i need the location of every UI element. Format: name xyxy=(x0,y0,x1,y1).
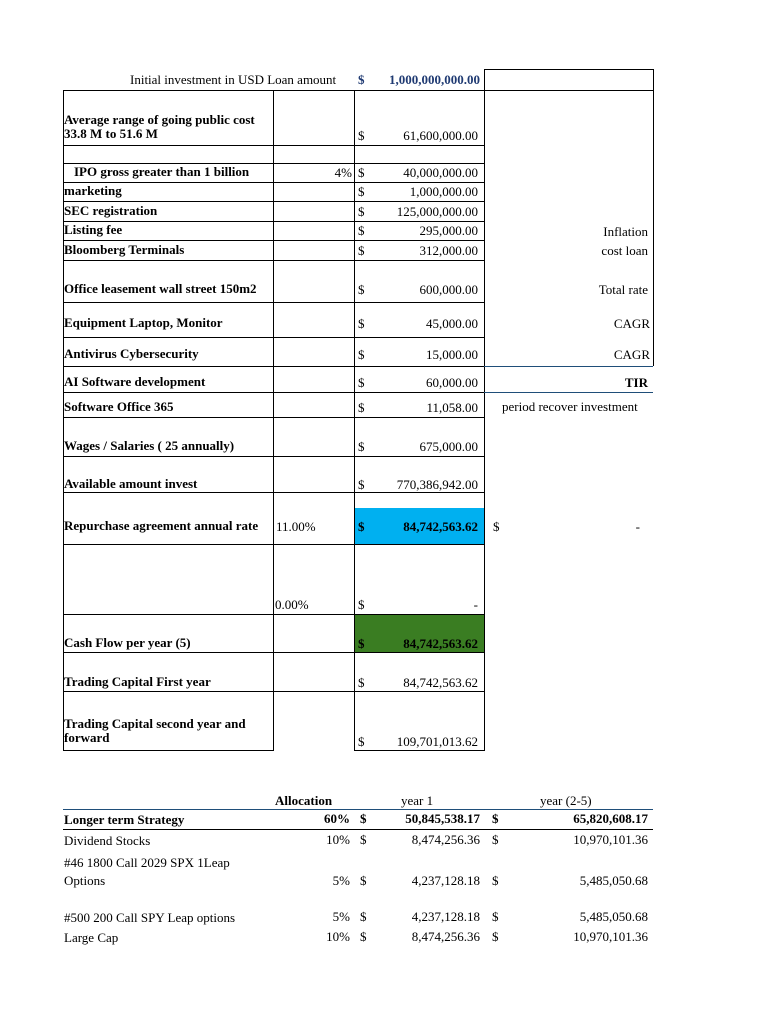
cost-label: Bloomberg Terminals xyxy=(64,242,185,257)
cost-amount: 84,742,563.62 xyxy=(403,675,478,690)
cost-label: Available amount invest xyxy=(64,476,198,491)
strategy-alloc: 10% xyxy=(326,929,350,944)
cost-label: Antivirus Cybersecurity xyxy=(64,346,199,361)
total-rate-label: Total rate xyxy=(598,282,648,297)
strategy-name: #46 1800 Call 2029 SPX 1Leap Options xyxy=(64,855,230,888)
strategy-dollar: $ xyxy=(492,811,499,826)
cost-dollar: $ xyxy=(358,347,365,362)
repo-side-dollar: $ xyxy=(493,519,500,534)
year1-header: year 1 xyxy=(401,793,434,808)
strategy-alloc: 5% xyxy=(332,873,350,888)
grid-line xyxy=(63,417,485,418)
strategy-year1: 4,237,128.18 xyxy=(411,873,480,888)
strategy-dollar: $ xyxy=(360,909,367,924)
cost-dollar: $ xyxy=(358,675,365,690)
strategy-dollar: $ xyxy=(492,929,499,944)
grid-line xyxy=(653,69,654,90)
cost-label: Office leasement wall street 150m2 xyxy=(64,281,257,296)
grid-line xyxy=(484,69,653,70)
grid-line xyxy=(63,652,485,653)
cost-pct: 0.00% xyxy=(275,597,309,612)
grid-line xyxy=(63,456,485,457)
strategy-name: Large Cap xyxy=(64,930,119,945)
cost-amount: 11,058.00 xyxy=(426,400,478,415)
cost-dollar: $ xyxy=(358,223,365,238)
cost-label: Software Office 365 xyxy=(64,399,174,414)
cost-dollar: $ xyxy=(358,316,365,331)
cost-dollar: $ xyxy=(358,282,365,297)
grid-line xyxy=(63,392,485,393)
grid-line xyxy=(63,366,485,367)
cost-label: Wages / Salaries ( 25 annually) xyxy=(64,438,235,453)
grid-line xyxy=(653,90,654,366)
grid-line xyxy=(63,691,485,692)
cagr-label: CAGR xyxy=(613,316,650,331)
grid-line xyxy=(63,145,485,146)
grid-line xyxy=(63,544,485,545)
strategy-dollar: $ xyxy=(492,873,499,888)
cost-amount: 675,000.00 xyxy=(419,439,478,454)
inflation-label: Inflation xyxy=(603,224,648,239)
cost-amount: 61,600,000.00 xyxy=(403,128,478,143)
cost-amount: 125,000,000.00 xyxy=(396,204,478,219)
grid-line xyxy=(63,337,485,338)
strategy-name: #500 200 Call SPY Leap options xyxy=(64,910,236,925)
strategy-alloc: 5% xyxy=(332,909,350,924)
header-dollar: $ xyxy=(358,72,365,87)
strategy-year25: 10,970,101.36 xyxy=(573,832,648,847)
cost-label: SEC registration xyxy=(64,203,158,218)
repo-side-value: - xyxy=(635,519,640,534)
cost-dollar: $ xyxy=(358,184,365,199)
strategy-year1: 8,474,256.36 xyxy=(411,832,480,847)
cost-amount: 40,000,000.00 xyxy=(403,165,478,180)
grid-line xyxy=(484,90,653,91)
grid-line xyxy=(63,201,485,202)
cost-dollar: $ xyxy=(358,519,365,534)
cost-amount: 84,742,563.62 xyxy=(403,636,478,651)
cost-dollar: $ xyxy=(358,734,365,749)
grid-line xyxy=(63,240,485,241)
cost-dollar: $ xyxy=(358,375,365,390)
cost-label: Listing fee xyxy=(64,222,123,237)
grid-line xyxy=(63,90,485,91)
cost-dollar: $ xyxy=(358,204,365,219)
cost-amount: 600,000.00 xyxy=(419,282,478,297)
cost-pct: 4% xyxy=(334,165,352,180)
cost-label: marketing xyxy=(64,183,122,198)
cost-amount: 295,000.00 xyxy=(419,223,478,238)
cagr-label: CAGR xyxy=(613,347,650,362)
cost-label: Repurchase agreement annual rate xyxy=(64,518,259,533)
strategy-alloc: 60% xyxy=(324,811,350,826)
cost-label: Cash Flow per year (5) xyxy=(64,635,191,650)
cost-dollar: $ xyxy=(358,477,365,492)
cost-label: Trading Capital second year and forward xyxy=(64,716,246,745)
strategy-divider xyxy=(63,809,653,810)
cost-amount: 312,000.00 xyxy=(419,243,478,258)
cost-dollar: $ xyxy=(358,439,365,454)
strategy-year25: 5,485,050.68 xyxy=(579,909,648,924)
grid-line xyxy=(63,221,485,222)
cost-amount: 15,000.00 xyxy=(426,347,478,362)
strategy-year25: 10,970,101.36 xyxy=(573,929,648,944)
strategy-year25: 5,485,050.68 xyxy=(579,873,648,888)
side-divider xyxy=(484,366,653,367)
year25-header: year (2-5) xyxy=(540,793,592,808)
strategy-alloc: 10% xyxy=(326,832,350,847)
grid-line xyxy=(63,182,485,183)
grid-line xyxy=(484,69,485,90)
cost-dollar: $ xyxy=(358,128,365,143)
strategy-dollar: $ xyxy=(360,832,367,847)
grid-line xyxy=(484,90,485,750)
cost-amount: 770,386,942.00 xyxy=(396,477,478,492)
cost-dollar: $ xyxy=(358,165,365,180)
cost-label: AI Software development xyxy=(64,374,206,389)
strategy-dollar: $ xyxy=(360,811,367,826)
grid-line xyxy=(63,614,485,615)
allocation-header: Allocation xyxy=(275,793,333,808)
cost-amount: 1,000,000.00 xyxy=(409,184,478,199)
grid-line xyxy=(354,750,485,751)
cost-label: IPO gross greater than 1 billion xyxy=(74,164,250,179)
strategy-dollar: $ xyxy=(360,873,367,888)
cost-dollar: $ xyxy=(358,243,365,258)
grid-line xyxy=(354,90,355,750)
strategy-year1: 8,474,256.36 xyxy=(411,929,480,944)
cost-label: Trading Capital First year xyxy=(64,674,211,689)
strategy-name: Dividend Stocks xyxy=(64,833,151,848)
cost-label: Equipment Laptop, Monitor xyxy=(64,315,223,330)
cost-pct: 11.00% xyxy=(276,519,316,534)
strategy-year1: 4,237,128.18 xyxy=(411,909,480,924)
cost-amount: - xyxy=(473,597,478,612)
grid-line xyxy=(63,302,485,303)
cost-dollar: $ xyxy=(358,400,365,415)
grid-line xyxy=(63,750,274,751)
cost-amount: 45,000.00 xyxy=(426,316,478,331)
cost-amount: 84,742,563.62 xyxy=(403,519,478,534)
strategy-dollar: $ xyxy=(360,929,367,944)
strategy-dollar: $ xyxy=(492,832,499,847)
cost-label: Average range of going public cost 33.8 M to 51.6 M xyxy=(64,112,255,141)
tir-label: TIR xyxy=(624,375,648,390)
initial-investment-label: Initial investment in USD Loan amount xyxy=(130,72,337,87)
loan-amount-value: 1,000,000,000.00 xyxy=(389,72,480,87)
strategy-dollar: $ xyxy=(492,909,499,924)
side-divider xyxy=(484,392,653,393)
cost-amount: 60,000.00 xyxy=(426,375,478,390)
cost-amount: 109,701,013.62 xyxy=(396,734,478,749)
strategy-year1: 50,845,538.17 xyxy=(405,811,480,826)
strategy-year25: 65,820,608.17 xyxy=(573,811,648,826)
period-recover-label: period recover investment xyxy=(502,399,638,414)
strategy-divider xyxy=(63,829,653,830)
cost-dollar: $ xyxy=(358,597,365,612)
cost-loan-label: cost loan xyxy=(601,243,648,258)
strategy-name: Longer term Strategy xyxy=(64,812,185,827)
grid-line xyxy=(273,90,274,750)
grid-line xyxy=(63,260,485,261)
cost-dollar: $ xyxy=(358,636,365,651)
